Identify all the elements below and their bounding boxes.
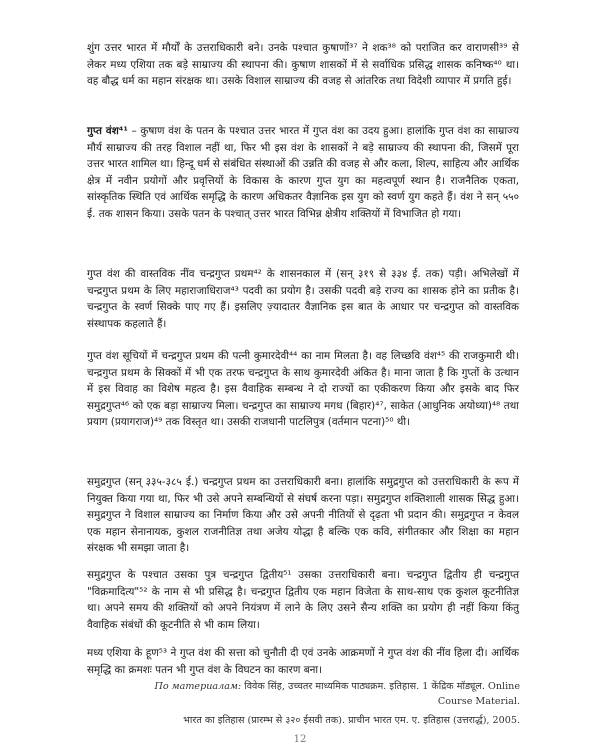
source-1-text: विवेक सिंह, उच्चतर माध्यमिक पाठ्यक्रम. इतिहास. 1 केंद्रिक मॉड्यूल. Online (244, 681, 520, 692)
source-1-continuation: Course Material. (437, 695, 520, 707)
paragraph-chandragupta-2: समुद्रगुप्त के पश्चात उसका पुत्र चन्द्रगुप्त द्वितीय⁵¹ उसका उत्तराधिकारी बना। चन्द्रगुप्त द्वितीय ही चन्द्रगुप्त "विक्रमादित्य"⁵² के नाम से भी प्रसिद्ध है। चन्द्रगुप्त द्वितीय एक महान विजेता के साथ-साथ एक कुशल कूटनीतिज्ञ था। अपने समय की शक्तियों को अपने नियंत्रण में लाने के लिए उसने सैन्य शक्ति का प्रयोग ही नहीं किया किंतु वैवाहिक संबंधों की कूटनीति से भी काम लिया। (87, 569, 519, 631)
paragraph-gupta-intro: गुप्त वंश⁴¹ – कुषाण वंश के पतन के पश्चात उत्तर भारत में गुप्त वंश का उदय हुआ। हालांकि गुप्त वंश का साम्राज्य मौर्य साम्राज्य की तरह विशाल नहीं था, फिर भी इस वंश के शासकों ने बड़े साम्राज्य की स्थापना की, जिसमें पूरा उत्तर भारत शामिल था। हिन्दू धर्म से संबंधित संस्थाओं की उन्नति की वजह से और कला, शिल्प, साहित्य और आर्थिक क्षेत्र में नवीन प्रयोगों और प्रवृत्तियों के विकास के कारण गुप्त युग का महत्वपूर्ण स्थान है। राजनैतिक एकता, सांस्कृतिक स्थिति एवं आर्थिक समृद्धि के कारण अधिकतर वैज्ञानिक इस युग को स्वर्ण युग कहते हैं। वंश ने सन् ५५० ई. तक शासन किया। उसके पतन के पश्चात् उत्तर भारत विभिन्न क्षेत्रीय शक्तियों में विभाजित हो गया। (87, 125, 519, 220)
paragraph-kumaradevi: गुप्त वंश सूचियों में चन्द्रगुप्त प्रथम की पत्नी कुमारदेवी⁴⁴ का नाम मिलता है। वह लिच्छवि वंश⁴⁵ की राजकुमारी थी। चन्द्रगुप्त प्रथम के सिक्कों में भी एक तरफ चन्द्रगुप्त के साथ कुमारदेवी अंकित है। माना जाता है कि गुप्तों के उत्थान में इस विवाह का विशेष महत्व है। इस वैवाहिक सम्बन्ध ने दो राज्यों का एकीकरण किया और इसके बाद फिर समुद्रगुप्त⁴⁶ को एक बड़ा साम्राज्य मिला। चन्द्रगुप्त का साम्राज्य मगध (बिहार)⁴⁷, साकेत (आधुनिक अयोध्या)⁴⁸ तथा प्रयाग (प्रयागराज)⁴⁹ तक विस्तृत था। उसकी राजधानी पाटलिपुत्र (वर्तमान पटना)⁵⁰ थी। (87, 350, 519, 429)
paragraph-kushan: शुंग उत्तर भारत में मौर्यों के उत्तराधिकारी बने। उनके पश्चात कुषाणों³⁷ ने शक³⁸ को पराजित कर वाराणसी³⁹ से लेकर मध्य एशिया तक बड़े साम्राज्य की स्थापना की। कुषाण शासकों में से सर्वाधिक प्रसिद्ध शासक कनिष्क⁴⁰ था। वह बौद्ध धर्म का महान संरक्षक था। उसके विशाल साम्राज्य की वजह से आंतरिक तथा विदेशी व्यापार में प्रगति हुई। (87, 42, 519, 88)
paragraph-chandragupta-1: गुप्त वंश की वास्तविक नींव चन्द्रगुप्त प्रथम⁴² के शासनकाल में (सन् ३१९ से ३३४ ई. तक) पड़ी। अभिलेखों में चन्द्रगुप्त प्रथम के लिए महाराजाधिराज⁴³ पदवी का प्रयोग है। उसकी पदवी बड़े राज्य का शासक होने का प्रतीक है। चन्द्रगुप्त के स्वर्ण सिक्के पाए गए हैं। इसलिए ज़्यादातर वैज्ञानिक इस बात के आधार पर चन्द्रगुप्त को वास्तविक संस्थापक कहलाते हैं। (87, 268, 519, 330)
page-number: 12 (293, 734, 307, 745)
source-label: По материалам: (154, 681, 242, 692)
paragraph-samudragupta: समुद्रगुप्त (सन् ३३५-३८५ ई.) चन्द्रगुप्त प्रथम का उत्तराधिकारी बना। हालांकि समुद्रगुप्त को उत्तराधिकारी के रूप में नियुक्त किया गया था, फिर भी उसे अपने सम्बन्धियों से संघर्ष करना पड़ा। समुद्रगुप्त शक्तिशाली शासक सिद्ध हुआ। समुद्रगुप्त ने विशाल साम्राज्य का निर्माण किया और उसे अपनी नीतियों से दृढ़ता भी प्रदान की। समुद्रगुप्त न केवल एक महान सेनानायक, कुशल राजनीतिज्ञ तथा अजेय योद्धा है बल्कि एक कवि, संगीतकार और शिक्षा का महान संरक्षक भी समझा जाता है। (87, 476, 519, 555)
source-citation-1 (118, 680, 520, 709)
section-heading-gupta: गुप्त वंश⁴¹ (87, 125, 128, 137)
paragraph-gupta-intro-text: कुषाण वंश के पतन के पश्चात उत्तर भारत में गुप्त वंश का उदय हुआ। हालांकि गुप्त वंश का साम्राज्य मौर्य साम्राज्य की तरह विशाल नहीं था, फिर भी इस वंश के शासकों ने बड़े साम्राज्य की स्थापना की, जिसमें पूरा उत्तर भारत शामिल था। हिन्दू धर्म से संबंधित संस्थाओं की उन्नति की वजह से और कला, शिल्प, साहित्य और आर्थिक क्षेत्र में नवीन प्रयोगों और प्रवृत्तियों के विकास के कारण गुप्त युग का महत्वपूर्ण स्थान है। राजनैतिक एकता, सांस्कृतिक स्थिति एवं आर्थिक समृद्धि के कारण अधिकतर वैज्ञानिक इस युग को स्वर्ण युग कहते हैं। वंश ने सन् ५५० ई. तक शासन किया। उसके पतन के पश्चात् उत्तर भारत विभिन्न क्षेत्रीय शक्तियों में विभाजित हो गया। (87, 125, 519, 220)
source-citation-2: भारत का इतिहास (प्रारम्भ से ३२० ईसवी तक). प्राचीन भारत एम. ए. इतिहास (उत्तरार्द्ध), 2005. (183, 715, 520, 726)
paragraph-huns: मध्य एशिया के हूण⁵³ ने गुप्त वंश की सत्ता को चुनौती दी एवं उनके आक्रमणों ने गुप्त वंश की नींव हिला दी। आर्थिक समृद्धि का क्रमशः पतन भी गुप्त वंश के विघटन का कारण बना। (87, 647, 519, 676)
